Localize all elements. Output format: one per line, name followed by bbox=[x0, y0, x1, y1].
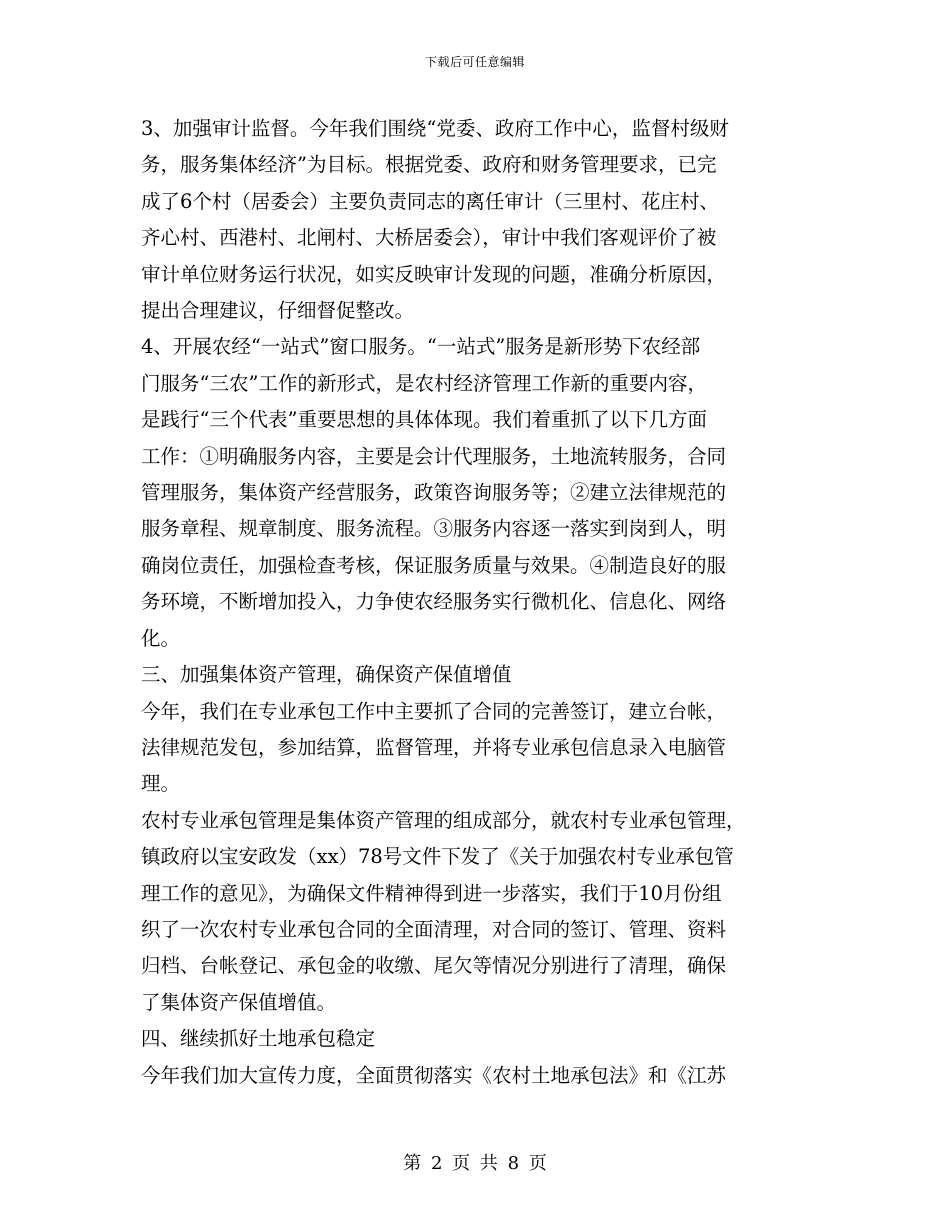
section-heading-collective-assets: 三、加强集体资产管理，确保资产保值增值 bbox=[141, 663, 512, 687]
page-header: 下载后可任意编辑 bbox=[424, 55, 525, 69]
paragraph-one-stop-service: 4、开展农经“一站式”窗口服务。“一站式”服务是新形势下农经部 门服务“三农”工作的新形式，是农村经济管理工作新的重要内容， 是践行“三个代表”重要思想的具体体现。我们着重抓了以下几方面 工作：①明确服务内容，主要是会计代理服务，土地流转服务，合同 管理服务，集体资产经营服务，政策咨询服务等；②建立法律规范的 服务章程、规章制度、服务流程。③服务内容逐一落实到岗到人，明 确岗位责任，加强检查考核，保证服务质量与效果。④制造良好的服 务环境，不断增加投入，力争使农经服务实行微机化、信息化、网络 化。 bbox=[141, 335, 727, 650]
page-number: 第 2 页 共 8 页 bbox=[403, 1153, 547, 1174]
paragraph-land-law: 今年我们加大宣传力度，全面贯彻落实《农村土地承包法》和《江苏 bbox=[141, 1063, 727, 1087]
document-body bbox=[141, 111, 809, 1094]
paragraph-contract-management: 今年，我们在专业承包工作中主要抓了合同的完善签订，建立台帐， 法律规范发包，参加结算，监督管理，并将专业承包信息录入电脑管 理。 bbox=[141, 699, 727, 796]
paragraph-audit-supervision: 3、加强审计监督。今年我们围绕“党委、政府工作中心，监督村级财 务，服务集体经济”为目标。根据党委、政府和财务管理要求，已完 成了6个村（居委会）主要负责同志的离任审计（三里村、花庄村、 齐心村、西港村、北闸村、大桥居委会），审计中我们客观评价了被 审计单位财务运行状况，如实反映审计发现的问题，准确分析原因， 提出合理建议，仔细督促整改。 bbox=[141, 117, 729, 323]
paragraph-rural-contracting: 农村专业承包管理是集体资产管理的组成部分，就农村专业承包管理， 镇政府以宝安政发（xx）78号文件下发了《关于加强农村专业承包管 理工作的意见》，为确保文件精神得到进一步落实，我们于10月份组 织了一次农村专业承包合同的全面清理，对合同的签订、管理、资料 归档、台帐登记、承包金的收缴、尾欠等情况分别进行了清理，确保 了集体资产保值增值。 bbox=[141, 808, 746, 1014]
section-heading-land-contracting: 四、继续抓好土地承包稳定 bbox=[141, 1027, 376, 1051]
